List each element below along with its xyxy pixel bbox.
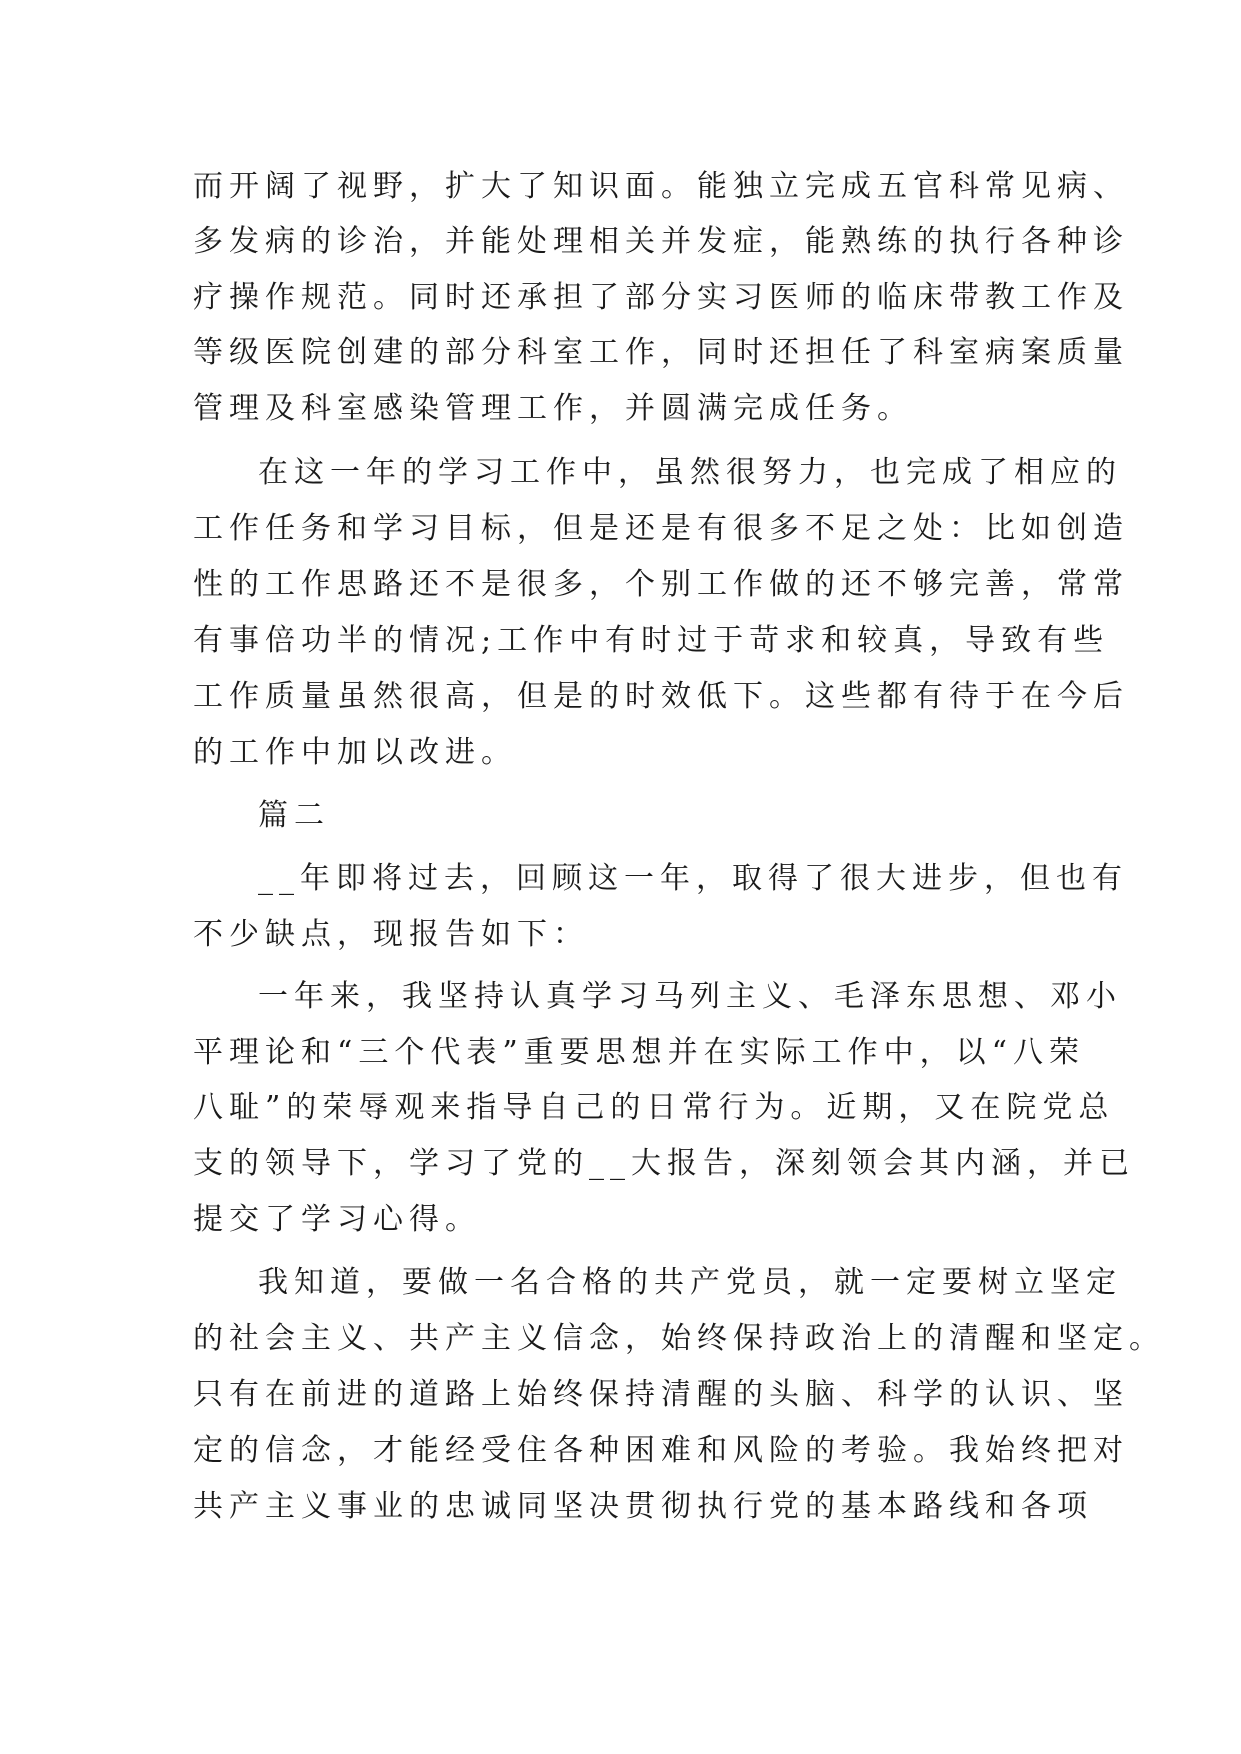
text-line: 只有在前进的道路上始终保持清醒的头脑、科学的认识、坚	[193, 1377, 1129, 1412]
text-line: 支的领导下，学习了党的__大报告，深刻领会其内涵，并已	[193, 1146, 1135, 1181]
text-line: 八耻”的荣辱观来指导自己的日常行为。近期，又在院党总	[193, 1090, 1115, 1125]
paragraph-first-line: 我知道，要做一名合格的共产党员，就一定要树立坚定	[258, 1265, 1122, 1300]
text-line: 而开阔了视野，扩大了知识面。能独立完成五官科常见病、	[193, 169, 1129, 204]
text-line: 提交了学习心得。	[193, 1202, 481, 1237]
text-line: 的社会主义、共产主义信念，始终保持政治上的清醒和坚定。	[193, 1321, 1165, 1356]
text-line: 等级医院创建的部分科室工作，同时还担任了科室病案质量	[193, 335, 1129, 370]
section-heading: 篇二	[258, 798, 330, 833]
text-line: 不少缺点，现报告如下：	[193, 917, 589, 952]
paragraph-first-line: 一年来，我坚持认真学习马列主义、毛泽东思想、邓小	[258, 979, 1122, 1014]
text-line: 共产主义事业的忠诚同坚决贯彻执行党的基本路线和各项	[193, 1489, 1093, 1524]
text-line: 工作任务和学习目标，但是还是有很多不足之处：比如创造	[193, 511, 1129, 546]
text-line: 平理论和“三个代表”重要思想并在实际工作中，以“八荣	[193, 1035, 1086, 1070]
text-line: 疗操作规范。同时还承担了部分实习医师的临床带教工作及	[193, 280, 1129, 315]
text-line: 有事倍功半的情况;工作中有时过于苛求和较真，导致有些	[193, 623, 1110, 658]
paragraph-first-line: 在这一年的学习工作中，虽然很努力，也完成了相应的	[258, 455, 1122, 490]
text-line: 性的工作思路还不是很多，个别工作做的还不够完善，常常	[193, 567, 1129, 602]
text-line: 多发病的诊治，并能处理相关并发症，能熟练的执行各种诊	[193, 224, 1129, 259]
text-line: 工作质量虽然很高，但是的时效低下。这些都有待于在今后	[193, 679, 1129, 714]
text-line: 定的信念，才能经受住各种困难和风险的考验。我始终把对	[193, 1433, 1129, 1468]
text-line: 的工作中加以改进。	[193, 735, 517, 770]
text-line: 管理及科室感染管理工作，并圆满完成任务。	[193, 391, 913, 426]
paragraph-first-line: __年即将过去，回顾这一年，取得了很大进步，但也有	[258, 861, 1128, 896]
